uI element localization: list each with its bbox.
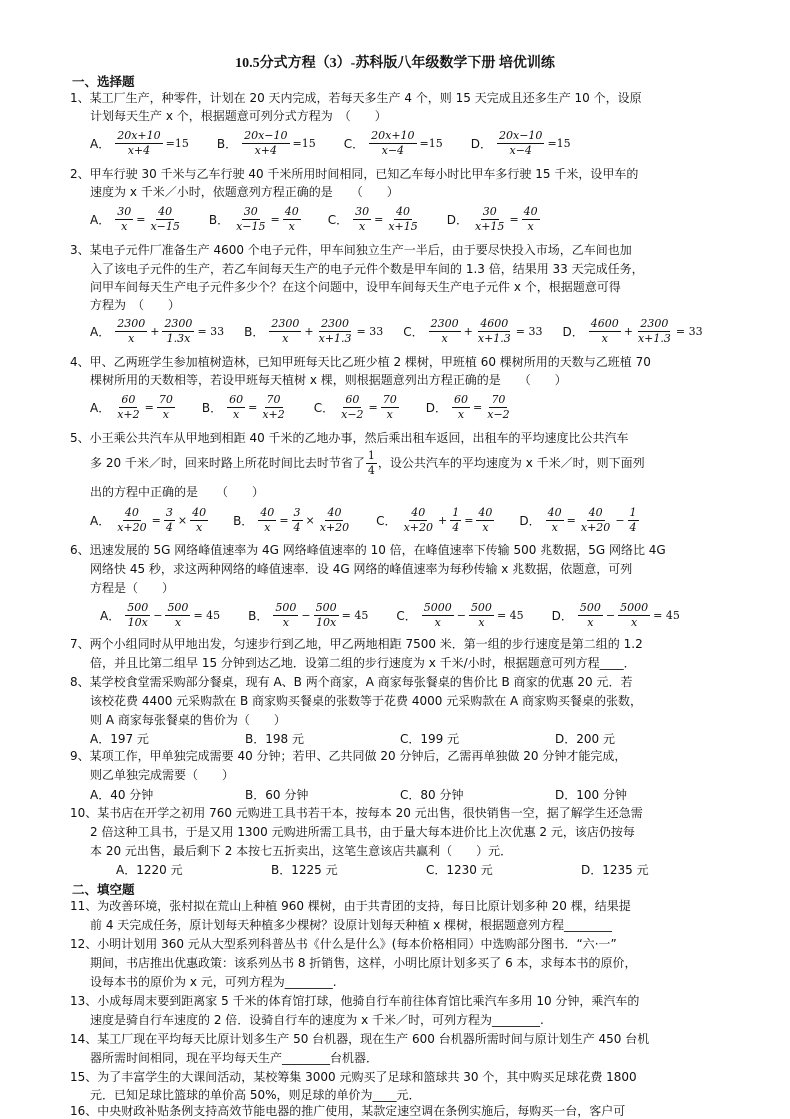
question-11-line-2: 前 4 天完成任务，原计划每天种植多少棵树？设原计划每天种植 x 棵树，根据题意列方程________ xyxy=(90,918,612,932)
q4-option-a[interactable]: A． $\frac{60}{x+2}$ = $\frac{70}{x}$ xyxy=(90,392,173,421)
question-5-line-2: 多 20 千米／时，回来时路上所花时间比去时节省了 $\frac{1}{4}$ ，设公共汽车的平均速度为 x 千米／时，则下面列 xyxy=(90,448,645,477)
q8-choice-c[interactable]: C．199 元 xyxy=(400,732,460,746)
question-15-line-2: 元．已知足球比篮球的单价高 50%，则足球的单价为____元． xyxy=(90,1088,421,1102)
q6-option-a[interactable]: A． $\frac{500}{10x}$ − $\frac{500}{x}$ = 45 xyxy=(100,600,221,629)
question-3-line-2: 入了该电子元件的生产，若乙车间每天生产的电子元件个数是甲车间的 1.3 倍，结果用 33 天完成任务， xyxy=(90,262,644,276)
question-3-line-4: 方程为 （ ） xyxy=(90,298,181,312)
question-10-line-1: 10、某书店在开学之初用 760 元购进工具书若干本，按每本 20 元出售，很快销售一空，据了解学生还急需 xyxy=(70,806,643,820)
question-13-line-1: 13、小成每周末要到距离家 5 千米的体育馆打球，他骑自行车前往体育馆比乘汽车多用 10 分钟，乘汽车的 xyxy=(70,994,640,1008)
question-10-line-2: 2 倍这种工具书，于是又用 1300 元购进所需工具书，由于量大每本进价比上次优惠 2 元，该店仍按每 xyxy=(90,825,635,839)
question-2-line-2: 速度为 x 千米／小时，依题意列方程正确的是 （ ） xyxy=(90,185,399,199)
q8-choice-a[interactable]: A．197 元 xyxy=(90,732,149,746)
question-14-line-1: 14、某工厂现在平均每天比原计划多生产 50 台机器，现在生产 600 台机器所需时间与原计划生产 450 台机 xyxy=(70,1032,650,1046)
question-9-line-1: 9、某项工作，甲单独完成需要 40 分钟；若甲、乙共同做 20 分钟后，乙需再单独做 20 分钟才能完成， xyxy=(70,749,627,763)
q6-option-b[interactable]: B． $\frac{500}{x}$ − $\frac{500}{10x}$ = 45 xyxy=(248,600,369,629)
question-5-line-3: 出的方程中正确的是 （ ） xyxy=(90,485,265,499)
question-13-line-2: 速度是骑自行车速度的 2 倍．设骑自行车的速度为 x 千米／时，可列方程为________. xyxy=(90,1013,544,1027)
q1-option-d[interactable]: D． $\frac{20x-10}{x-4}$ =15 xyxy=(470,128,571,157)
question-15-line-1: 15、为了丰富学生的大课间活动，某校筹集 3000 元购买了足球和篮球共 30 个，其中购买足球花费 1800 xyxy=(70,1070,637,1084)
q3-option-a[interactable]: A． $\frac{2300}{x}$ + $\frac{2300}{1.3x}$ = 33 xyxy=(90,316,225,345)
q5-option-a[interactable]: A． $\frac{40}{x+20}$ = $\frac{3}{4}$ × $\frac{40}{x}$ xyxy=(90,505,207,534)
q2-option-c[interactable]: C． $\frac{30}{x}$ = $\frac{40}{x+15}$ xyxy=(327,204,418,233)
question-2-line-1: 2、甲车行驶 30 千米与乙车行驶 40 千米所用时间相同，已知乙车每小时比甲车多行驶 15 千米，设甲车的 xyxy=(70,167,639,181)
question-8-line-1: 8、某学校食堂需采购部分餐桌，现有 A、B 两个商家，A 商家每张餐桌的售价比 B 商家的优惠 20 元．若 xyxy=(70,675,633,689)
question-11-line-1: 11、为改善环境，张村拟在荒山上种植 960 棵树，由于共青团的支持，每日比原计划多种 20 棵，结果提 xyxy=(70,899,631,913)
q8-choice-d[interactable]: D．200 元 xyxy=(555,732,615,746)
question-12-line-2: 期间，书店推出优惠政策：该系列丛书 8 折销售，这样，小明比原计划多买了 6 本，求每本书的原价， xyxy=(90,956,637,970)
question-4-options xyxy=(90,392,730,422)
q2-option-b[interactable]: B． $\frac{30}{x-15}$ = $\frac{40}{x}$ xyxy=(208,204,299,233)
question-6-line-2: 网络快 45 秒，求这两种网络的峰值速率．设 4G 网络的峰值速率为每秒传输 x 兆数据，依题意，可列 xyxy=(90,562,633,576)
question-6-options xyxy=(100,600,740,630)
question-16-line-1: 16、中央财政补贴条例支持高效节能电器的推广使用，某款定速空调在条例实施后，每购买一台，客户可 xyxy=(70,1104,626,1118)
question-9-line-2: 则乙单独完成需要（ ） xyxy=(90,768,235,782)
q5-option-c[interactable]: C． $\frac{40}{x+20}$ + $\frac{1}{4}$ = $\frac{40}{x}$ xyxy=(376,505,493,534)
q1-option-a[interactable]: A． $\frac{20x+10}{x+4}$ =15 xyxy=(90,128,189,157)
question-4-line-1: 4、甲、乙两班学生参加植树造林，已知甲班每天比乙班少植 2 棵树，甲班植 60 棵树所用的天数与乙班植 70 xyxy=(70,355,651,369)
question-8-line-3: 则 A 商家每张餐桌的售价为（ ） xyxy=(90,713,286,727)
question-12-line-3: 设每本书的原价为 x 元，可列方程为________. xyxy=(90,975,337,989)
question-2-options xyxy=(90,204,730,234)
q4-option-d[interactable]: D． $\frac{60}{x}$ = $\frac{70}{x-2}$ xyxy=(425,392,510,421)
q3-option-c[interactable]: C． $\frac{2300}{x}$ + $\frac{4600}{x+1.3}$ = 33 xyxy=(403,316,543,345)
question-3-line-3: 问甲车间每天生产电子元件多少个？在这个问题中，设甲车间每天生产电子元件 x 个，根据题意可得 xyxy=(90,280,621,294)
page-title: 10.5分式方程（3）-苏科版八年级数学下册 培优训练 xyxy=(235,56,555,71)
question-8-choices xyxy=(90,730,710,747)
question-1-options xyxy=(90,128,730,158)
question-5-line-1: 5、小王乘公共汽车从甲地到相距 40 千米的乙地办事，然后乘出租车返回，出租车的平均速度比公共汽车 xyxy=(70,431,629,445)
q6-option-c[interactable]: C． $\frac{5000}{x}$ − $\frac{500}{x}$ = 45 xyxy=(396,600,524,629)
q10-choice-c[interactable]: C．1230 元 xyxy=(426,863,493,877)
q1-option-b[interactable]: B． $\frac{20x-10}{x+4}$ =15 xyxy=(216,128,316,157)
question-4-line-2: 棵树所用的天数相等，若设甲班每天植树 x 棵，则根据题意列出方程正确的是 （ ） xyxy=(90,373,567,387)
q5-option-b[interactable]: B． $\frac{40}{x}$ = $\frac{3}{4}$ × $\frac{40}{x+20}$ xyxy=(233,505,350,534)
question-3-line-1: 3、某电子元件厂准备生产 4600 个电子元件，甲车间独立生产一半后，由于要尽快投入市场，乙车间也加 xyxy=(70,243,632,257)
q9-choice-d[interactable]: D．100 分钟 xyxy=(555,788,627,802)
section-heading-choice: 一、选择题 xyxy=(72,74,135,89)
question-10-line-3: 本 20 元出售，最后剩下 2 本按七五折卖出，这笔生意该店共赢利（ ）元． xyxy=(90,844,513,858)
question-1-line-1: 1、某工厂生产，种零件，计划在 20 天内完成，若每天多生产 4 个，则 15 天完成且还多生产 10 个，设原 xyxy=(70,91,642,105)
question-7-line-2: 倍，并且比第二组早 15 分钟到达乙地．设第二组的步行速度为 x 千米/小时，根据题意可列方程____． xyxy=(90,656,636,670)
section-heading-fill: 二、填空题 xyxy=(72,882,135,897)
q5-option-d[interactable]: D． $\frac{40}{x}$ = $\frac{40}{x+20}$ − $\frac{1}{4}$ xyxy=(519,505,637,534)
q2-option-a[interactable]: A． $\frac{30}{x}$ = $\frac{40}{x-15}$ xyxy=(90,204,180,233)
q10-choice-d[interactable]: D．1235 元 xyxy=(581,863,649,877)
question-7-line-1: 7、两个小组同时从甲地出发，匀速步行到乙地，甲乙两地相距 7500 米．第一组的步行速度是第二组的 1.2 xyxy=(70,637,643,651)
q10-choice-a[interactable]: A．1220 元 xyxy=(116,863,183,877)
q10-choice-b[interactable]: B．1225 元 xyxy=(271,863,338,877)
question-14-line-2: 器所需时间相同，现在平均每天生产________台机器． xyxy=(90,1051,379,1065)
question-9-choices xyxy=(90,786,710,803)
question-12-line-1: 12、小明计划用 360 元从大型系列科普丛书《什么是什么》(每本价格相同）中选购部分图书．“六·一” xyxy=(70,937,617,951)
q4-option-c[interactable]: C． $\frac{60}{x-2}$ = $\frac{70}{x}$ xyxy=(313,392,397,421)
q6-option-d[interactable]: D． $\frac{500}{x}$ − $\frac{5000}{x}$ = 45 xyxy=(551,600,680,629)
q8-choice-b[interactable]: B．198 元 xyxy=(245,732,304,746)
question-6-line-1: 6、迅速发展的 5G 网络峰值速率为 4G 网络峰值速率的 10 倍，在峰值速率下传输 500 兆数据，5G 网络比 4G xyxy=(70,543,666,557)
q9-choice-c[interactable]: C．80 分钟 xyxy=(400,788,464,802)
question-8-line-2: 该校花费 4400 元采购款在 B 商家购买餐桌的张数等于花费 4000 元采购款在 A 商家购买餐桌的张数， xyxy=(90,694,643,708)
question-6-line-3: 方程是（ ） xyxy=(90,581,175,595)
q4-option-b[interactable]: B． $\frac{60}{x}$ = $\frac{70}{x+2}$ xyxy=(201,392,285,421)
q3-option-d[interactable]: D． $\frac{4600}{x}$ + $\frac{2300}{x+1.3}$ = 33 xyxy=(562,316,703,345)
question-10-choices xyxy=(116,861,736,878)
q9-choice-a[interactable]: A．40 分钟 xyxy=(90,788,154,802)
q1-option-c[interactable]: C． $\frac{20x+10}{x-4}$ =15 xyxy=(343,128,443,157)
q9-choice-b[interactable]: B．60 分钟 xyxy=(245,788,309,802)
q2-option-d[interactable]: D． $\frac{30}{x+15}$ = $\frac{40}{x}$ xyxy=(446,204,538,233)
question-5-options xyxy=(90,505,730,535)
q3-option-b[interactable]: B． $\frac{2300}{x}$ + $\frac{2300}{x+1.3}$ = 33 xyxy=(244,316,384,345)
question-3-options xyxy=(90,316,730,346)
question-1-line-2: 计划每天生产 x 个，根据题意可列分式方程为 （ ） xyxy=(90,109,387,123)
